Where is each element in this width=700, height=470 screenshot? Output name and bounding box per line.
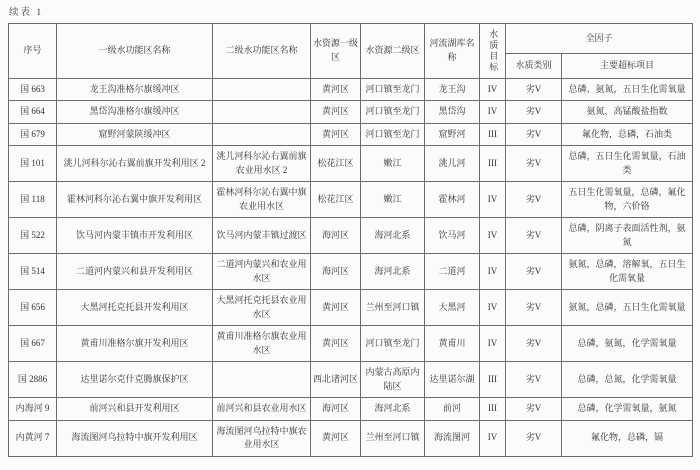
quality-category-cell: 劣V	[506, 101, 562, 124]
table-row	[9, 123, 693, 146]
quality-target-cell: IV	[480, 101, 506, 124]
col-header-quality-target: 水质目标	[480, 24, 506, 79]
secondary-zone-cell: 霍林河科尔沁右翼中旗农业用水区	[213, 182, 311, 218]
col-header-quality-category: 水质类别	[506, 54, 562, 79]
serial-cell: 国 101	[9, 146, 57, 182]
quality-target-cell: IV	[480, 420, 506, 456]
table-row	[9, 398, 693, 421]
quality-target-cell: III	[480, 362, 506, 398]
exceeding-items-cell: 总磷，总氮，化学需氧量	[562, 362, 693, 398]
resource-level2-cell: 海河北系	[361, 218, 425, 254]
col-header-resource-level1: 水资源一级区	[311, 24, 361, 79]
exceeding-items-cell: 总磷、氨氮，五日生化需氧量	[562, 78, 693, 101]
col-header-secondary-zone: 二级水功能区名称	[213, 24, 311, 79]
resource-level2-cell: 海河北系	[361, 398, 425, 421]
quality-target-cell: III	[480, 123, 506, 146]
serial-cell: 国 118	[9, 182, 57, 218]
serial-cell: 国 667	[9, 326, 57, 362]
resource-level1-cell: 黄河区	[311, 78, 361, 101]
secondary-zone-cell	[213, 362, 311, 398]
quality-target-cell: III	[480, 398, 506, 421]
quality-category-cell: 劣V	[506, 146, 562, 182]
secondary-zone-cell: 洮儿河科尔沁右翼前旗农业用水区 2	[213, 146, 311, 182]
resource-level2-cell: 嫩江	[361, 182, 425, 218]
serial-cell: 国 522	[9, 218, 57, 254]
col-header-river-lake: 河流湖库名称	[425, 24, 480, 79]
resource-level1-cell: 黄河区	[311, 326, 361, 362]
col-header-all-factors: 全因子	[506, 24, 693, 54]
resource-level1-cell: 黄河区	[311, 123, 361, 146]
river-lake-cell: 窟野河	[425, 123, 480, 146]
resource-level1-cell: 黄河区	[311, 101, 361, 124]
serial-cell: 国 2886	[9, 362, 57, 398]
resource-level1-cell: 黄河区	[311, 420, 361, 456]
resource-level1-cell: 松花江区	[311, 146, 361, 182]
quality-category-cell: 劣V	[506, 254, 562, 290]
primary-zone-cell: 达里诺尔克什克腾旗保护区	[57, 362, 213, 398]
quality-category-cell: 劣V	[506, 218, 562, 254]
secondary-zone-cell: 海流图河乌拉特中旗农业用水区	[213, 420, 311, 456]
quality-category-cell: 劣V	[506, 78, 562, 101]
col-header-serial: 序号	[9, 24, 57, 79]
exceeding-items-cell: 氨氮，总磷，溶解氧，五日生化需氧量	[562, 254, 693, 290]
resource-level1-cell: 海河区	[311, 398, 361, 421]
quality-target-cell: IV	[480, 218, 506, 254]
resource-level2-cell: 河口镇至龙门	[361, 326, 425, 362]
table-row	[9, 254, 693, 290]
table-caption: 续表 1	[9, 8, 44, 18]
col-header-primary-zone: 一级水功能区名称	[57, 24, 213, 79]
resource-level1-cell: 西北诸河区	[311, 362, 361, 398]
primary-zone-cell: 饮马河内蒙丰镇市开发利用区	[57, 218, 213, 254]
table-row	[9, 420, 693, 456]
primary-zone-cell: 前河兴和县开发利用区	[57, 398, 213, 421]
quality-target-cell: IV	[480, 326, 506, 362]
river-lake-cell: 洮儿河	[425, 146, 480, 182]
resource-level1-cell: 松花江区	[311, 182, 361, 218]
secondary-zone-cell	[213, 78, 311, 101]
primary-zone-cell: 洮儿河科尔沁右翼前旗开发利用区 2	[57, 146, 213, 182]
exceeding-items-cell: 氨氮，总磷，五日生化需氧量	[562, 290, 693, 326]
resource-level2-cell: 海河北系	[361, 254, 425, 290]
secondary-zone-cell: 黄甫川准格尔旗农业用水区	[213, 326, 311, 362]
exceeding-items-cell: 总磷，阴离子表面活性剂，氨氮	[562, 218, 693, 254]
table-row	[9, 182, 693, 218]
resource-level2-cell: 河口镇至龙门	[361, 78, 425, 101]
exceeding-items-cell: 总磷，氨氮，化学需氧量	[562, 326, 693, 362]
table-row	[9, 290, 693, 326]
serial-cell: 国 664	[9, 101, 57, 124]
water-function-zone-table	[8, 23, 693, 457]
quality-target-cell: IV	[480, 290, 506, 326]
quality-category-cell: 劣V	[506, 420, 562, 456]
quality-target-cell: IV	[480, 182, 506, 218]
quality-target-cell: IV	[480, 78, 506, 101]
header-row-top	[9, 24, 693, 54]
exceeding-items-cell: 氟化物，总磷，镉	[562, 420, 693, 456]
secondary-zone-cell: 饮马河内蒙丰镇过渡区	[213, 218, 311, 254]
primary-zone-cell: 窟野河蒙陕缓冲区	[57, 123, 213, 146]
table-row	[9, 101, 693, 124]
river-lake-cell: 霍林河	[425, 182, 480, 218]
secondary-zone-cell: 前河兴和县农业用水区	[213, 398, 311, 421]
river-lake-cell: 海流图河	[425, 420, 480, 456]
table-body	[9, 78, 693, 456]
serial-cell: 国 663	[9, 78, 57, 101]
river-lake-cell: 黄甫川	[425, 326, 480, 362]
serial-cell: 国 679	[9, 123, 57, 146]
table-row	[9, 218, 693, 254]
resource-level2-cell: 河口镇至龙门	[361, 101, 425, 124]
primary-zone-cell: 黄甫川准格尔旗开发利用区	[57, 326, 213, 362]
col-header-resource-level2: 水资源二级区	[361, 24, 425, 79]
river-lake-cell: 大黑河	[425, 290, 480, 326]
quality-category-cell: 劣V	[506, 290, 562, 326]
table-row	[9, 78, 693, 101]
quality-target-cell: IV	[480, 254, 506, 290]
exceeding-items-cell: 五日生化需氧量，总磷，氟化物，六价铬	[562, 182, 693, 218]
secondary-zone-cell: 大黑河托克托县农业用水区	[213, 290, 311, 326]
primary-zone-cell: 海流图河乌拉特中旗开发利用区	[57, 420, 213, 456]
resource-level2-cell: 兰州至河口镇	[361, 420, 425, 456]
col-header-exceeding-items: 主要超标项目	[562, 54, 693, 79]
resource-level2-cell: 河口镇至龙门	[361, 123, 425, 146]
quality-category-cell: 劣V	[506, 182, 562, 218]
exceeding-items-cell: 氟化物，总磷，石油类	[562, 123, 693, 146]
secondary-zone-cell: 二道河内蒙兴和农业用水区	[213, 254, 311, 290]
quality-category-cell: 劣V	[506, 398, 562, 421]
quality-category-cell: 劣V	[506, 326, 562, 362]
serial-cell: 国 656	[9, 290, 57, 326]
primary-zone-cell: 大黑河托克托县开发利用区	[57, 290, 213, 326]
primary-zone-cell: 龙王沟准格尔旗缓冲区	[57, 78, 213, 101]
river-lake-cell: 饮马河	[425, 218, 480, 254]
quality-target-cell: III	[480, 146, 506, 182]
exceeding-items-cell: 总磷，五日生化需氧量，石油类	[562, 146, 693, 182]
quality-category-cell: 劣V	[506, 123, 562, 146]
resource-level1-cell: 海河区	[311, 218, 361, 254]
river-lake-cell: 二道河	[425, 254, 480, 290]
river-lake-cell: 龙王沟	[425, 78, 480, 101]
table-row	[9, 362, 693, 398]
exceeding-items-cell: 总磷，化学需氧量，氨氮	[562, 398, 693, 421]
quality-category-cell: 劣V	[506, 362, 562, 398]
secondary-zone-cell	[213, 123, 311, 146]
table-row	[9, 326, 693, 362]
resource-level1-cell: 海河区	[311, 254, 361, 290]
table-header	[9, 24, 693, 79]
primary-zone-cell: 黑岱沟准格尔旗缓冲区	[57, 101, 213, 124]
serial-cell: 内海河 9	[9, 398, 57, 421]
serial-cell: 国 514	[9, 254, 57, 290]
serial-cell: 内黄河 7	[9, 420, 57, 456]
river-lake-cell: 达里诺尔湖	[425, 362, 480, 398]
resource-level2-cell: 兰州至河口镇	[361, 290, 425, 326]
exceeding-items-cell: 氨氮，高锰酸盐指数	[562, 101, 693, 124]
resource-level2-cell: 内蒙古高原内陆区	[361, 362, 425, 398]
primary-zone-cell: 二道河内蒙兴和县开发利用区	[57, 254, 213, 290]
resource-level2-cell: 嫩江	[361, 146, 425, 182]
resource-level1-cell: 黄河区	[311, 290, 361, 326]
table-row	[9, 146, 693, 182]
river-lake-cell: 前河	[425, 398, 480, 421]
secondary-zone-cell	[213, 101, 311, 124]
river-lake-cell: 黑岱沟	[425, 101, 480, 124]
primary-zone-cell: 霍林河科尔沁右翼中旗开发利用区	[57, 182, 213, 218]
